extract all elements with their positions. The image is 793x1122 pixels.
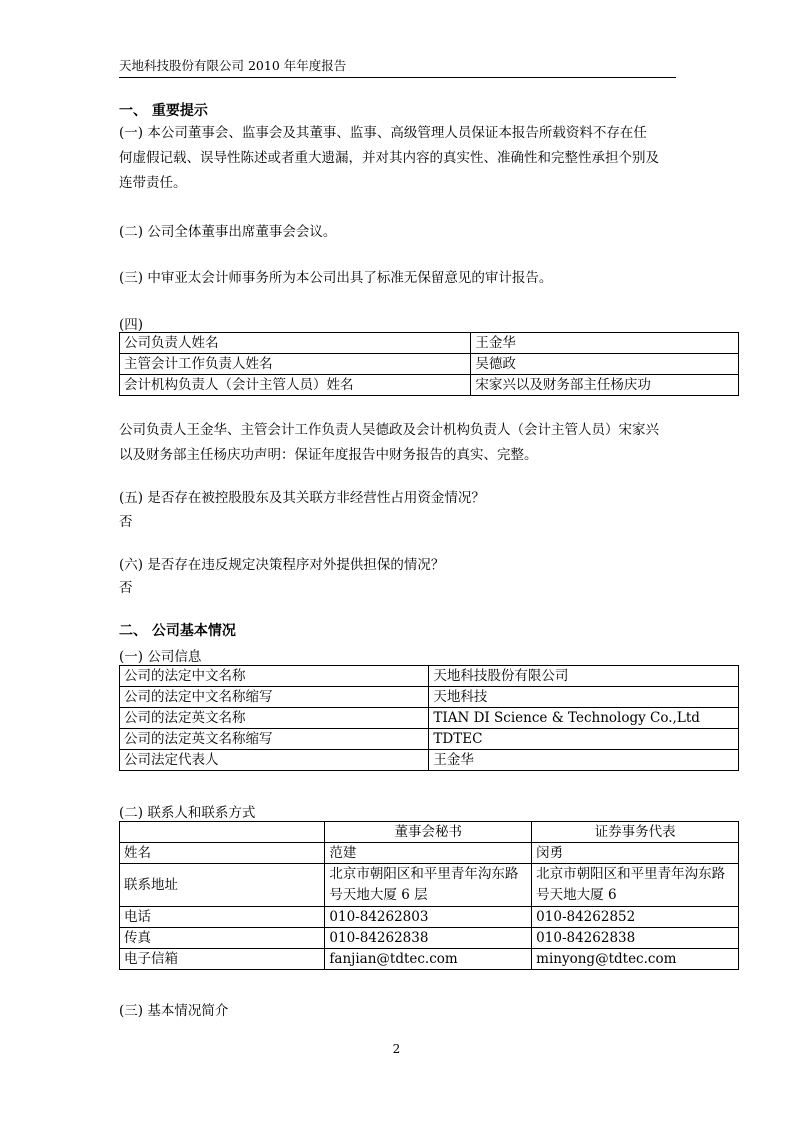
notice-item-1-line: (一) 本公司董事会、监事会及其董事、监事、高级管理人员保证本报告所载资料不存在任: [119, 125, 647, 141]
table-row: [120, 375, 739, 396]
statement-line: 以及财务部主任杨庆功声明：保证年度报告中财务报告的真实、完整。: [119, 447, 538, 463]
table-cell: 公司的法定英文名称缩写: [120, 729, 429, 750]
page-number: 2: [392, 1042, 401, 1056]
table-cell: fanjian@tdtec.com: [325, 949, 532, 970]
table-cell: 公司的法定中文名称: [120, 666, 429, 687]
section-2-title: 二、 公司基本情况: [119, 623, 236, 639]
table-row: [120, 750, 739, 771]
table-cell: 会计机构负责人（会计主管人员）姓名: [120, 375, 471, 396]
notice-item-3: (三) 中审亚太会计师事务所为本公司出具了标准无保留意见的审计报告。: [119, 270, 553, 286]
table-cell: 闵勇: [532, 843, 739, 864]
table-row: [120, 864, 739, 907]
table-cell: 范建: [325, 843, 532, 864]
table-row: [120, 708, 739, 729]
table-header-cell: 证券事务代表: [532, 822, 739, 843]
table-cell: 宋家兴以及财务部主任杨庆功: [471, 375, 739, 396]
section-1-title: 一、 重要提示: [119, 103, 208, 119]
notice-item-6-question: (六) 是否存在违反规定决策程序对外提供担保的情况？: [119, 557, 445, 573]
table-row: [120, 843, 739, 864]
table-header-cell: 董事会秘书: [325, 822, 532, 843]
notice-item-5-answer: 否: [119, 514, 133, 530]
table-cell: 姓名: [120, 843, 325, 864]
responsible-persons-table: [119, 332, 739, 396]
table-cell: 联系地址: [120, 864, 325, 907]
notice-item-5-question: (五) 是否存在被控股股东及其关联方非经营性占用资金情况？: [119, 490, 485, 506]
table-cell: 公司的法定英文名称: [120, 708, 429, 729]
notice-item-1-line: 何虚假记载、误导性陈述或者重大遗漏，并对其内容的真实性、准确性和完整性承担个别及: [119, 150, 659, 166]
table-row: [120, 333, 739, 354]
table-cell: 电话: [120, 907, 325, 928]
table-header-cell: [120, 822, 325, 843]
table-cell: 公司法定代表人: [120, 750, 429, 771]
table-cell: 010-84262852: [532, 907, 739, 928]
notice-item-2: (二) 公司全体董事出席董事会会议。: [119, 224, 337, 240]
table-cell: 天地科技股份有限公司: [429, 666, 739, 687]
table-row: [120, 928, 739, 949]
table-cell: 传真: [120, 928, 325, 949]
table-cell: 电子信箱: [120, 949, 325, 970]
contacts-subtitle: (二) 联系人和联系方式: [119, 805, 256, 821]
basic-intro-subtitle: (三) 基本情况简介: [119, 1003, 229, 1019]
notice-item-1-line: 连带责任。: [119, 175, 187, 191]
table-cell: 公司的法定中文名称缩写: [120, 687, 429, 708]
notice-item-6-answer: 否: [119, 580, 133, 596]
table-cell: minyong@tdtec.com: [532, 949, 739, 970]
table-cell: 主管会计工作负责人姓名: [120, 354, 471, 375]
table-cell: TIAN DI Science & Technology Co.,Ltd: [429, 708, 739, 729]
notice-item-4-label: (四): [119, 317, 144, 333]
page-header: 天地科技股份有限公司 2010 年年度报告: [119, 56, 676, 78]
responsibility-statement: [119, 418, 659, 468]
table-row: [120, 687, 739, 708]
table-cell: 王金华: [471, 333, 739, 354]
table-cell: 公司负责人姓名: [120, 333, 471, 354]
table-row: [120, 949, 739, 970]
table-cell: TDTEC: [429, 729, 739, 750]
table-cell: 010-84262803: [325, 907, 532, 928]
table-row: [120, 729, 739, 750]
table-row: [120, 666, 739, 687]
table-cell: 北京市朝阳区和平里青年沟东路号天地大厦 6 层: [325, 864, 532, 907]
notice-item-1: [119, 121, 659, 196]
table-header-row: [120, 822, 739, 843]
table-cell: 北京市朝阳区和平里青年沟东路号天地大厦 6: [532, 864, 739, 907]
table-row: [120, 907, 739, 928]
company-info-subtitle: (一) 公司信息: [119, 649, 202, 665]
statement-line: 公司负责人王金华、主管会计工作负责人吴德政及会计机构负责人（会计主管人员）宋家兴: [119, 422, 659, 438]
company-info-table: [119, 665, 739, 771]
table-cell: 天地科技: [429, 687, 739, 708]
contacts-table: [119, 821, 739, 970]
table-cell: 010-84262838: [532, 928, 739, 949]
table-cell: 吴德政: [471, 354, 739, 375]
table-row: [120, 354, 739, 375]
table-cell: 王金华: [429, 750, 739, 771]
table-cell: 010-84262838: [325, 928, 532, 949]
